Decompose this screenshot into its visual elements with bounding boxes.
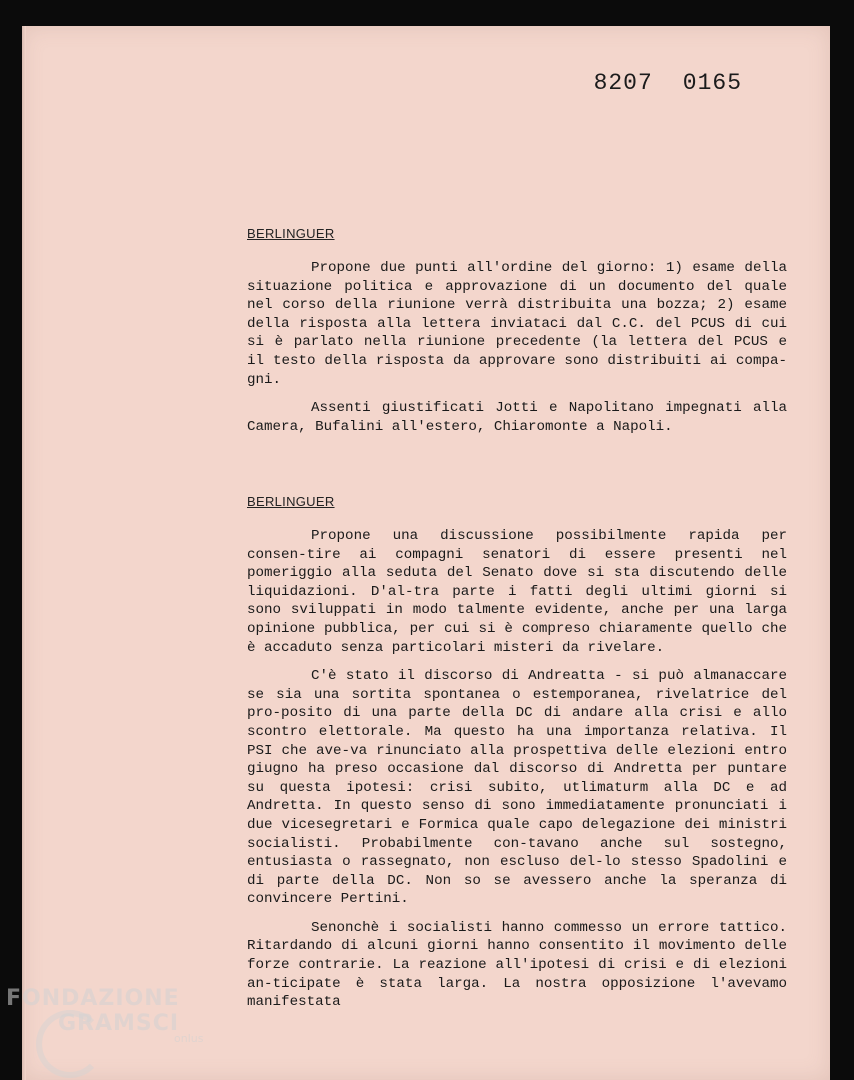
- watermark-line-3: onlus: [174, 1032, 204, 1045]
- stamp-number: 0165: [682, 70, 742, 96]
- section-1: [247, 226, 787, 446]
- section-1-heading: BERLINGUER: [247, 226, 335, 241]
- section-2: [247, 494, 787, 1022]
- section-1-paragraph-2: Assenti giustificati Jotti e Napolitano impegnati alla Camera, Bufalini all'estero, Chiaromonte a Napoli.: [247, 400, 787, 435]
- gramsci-logo-icon: [36, 1010, 104, 1078]
- archive-stamp: [594, 70, 742, 96]
- section-2-paragraph-1: Propone una discussione possibilmente rapida per consen-tire ai compagni senatori di essere presenti nel pomeriggio alla seduta del Senato dove si sta discutendo delle liquidazioni. D'al-tra parte i fatti degli ultimi giorni si sono sviluppati in modo talmente evidente, anche per una larga opinione pubblica, per cui si è compreso chiaramente quello che è accaduto senza particolari misteri da rivelare.: [247, 528, 787, 656]
- section-2-heading: BERLINGUER: [247, 494, 335, 509]
- watermark-line-2: GRAMSCI: [58, 1011, 180, 1036]
- watermark-line-1: FONDAZIONE: [6, 986, 180, 1011]
- section-2-paragraph-2: C'è stato il discorso di Andreatta - si può almanaccare se sia una sortita spontanea o estemporanea, rivelatrice del pro-posito di una parte della DC di andare alla crisi e allo scontro elettorale. Ma questo ha una importanza relativa. Il PSI che ave-va rinunciato alla prospettiva delle elezioni entro giugno ha preso occasione dal discorso di Andretta per puntare su questa ipotesi: crisi subito, utlimaturm alla DC e ad Andretta. In questo senso di sono immediatamente pronunciati i due vicesegretari e Formica quale capo delegazione dei ministri socialisti. Probabilmente con-tavano anche sul sostegno, entusiasta o rassegnato, non escluso del-lo stesso Spadolini e di parte della DC. Non so se avessero anche la speranza di convincere Pertini.: [247, 668, 787, 908]
- section-2-paragraph-3: Senonchè i socialisti hanno commesso un errore tattico. Ritardando di alcuni giorni hanno consentito il movimento delle forze contrarie. La reazione all'ipotesi di crisi e di elezioni an-ticipate è stata larga. La nostra opposizione l'avevamo manifestata: [247, 919, 787, 1011]
- stamp-series: 8207: [593, 70, 653, 96]
- section-1-paragraph-1: Propone due punti all'ordine del giorno: 1) esame della situazione politica e approvazione di un documento del quale nel corso della riunione verrà distribuita una bozza; 2) esame della risposta alla lettera inviataci dal C.C. del PCUS di cui si è parlato nella riunione precedente (la lettera del PCUS e il testo della risposta da approvare sono distribuiti ai compa-gni.: [247, 260, 787, 388]
- document-page: [22, 26, 830, 1080]
- page-edge: [22, 26, 26, 1080]
- fondazione-gramsci-watermark: [6, 986, 203, 1045]
